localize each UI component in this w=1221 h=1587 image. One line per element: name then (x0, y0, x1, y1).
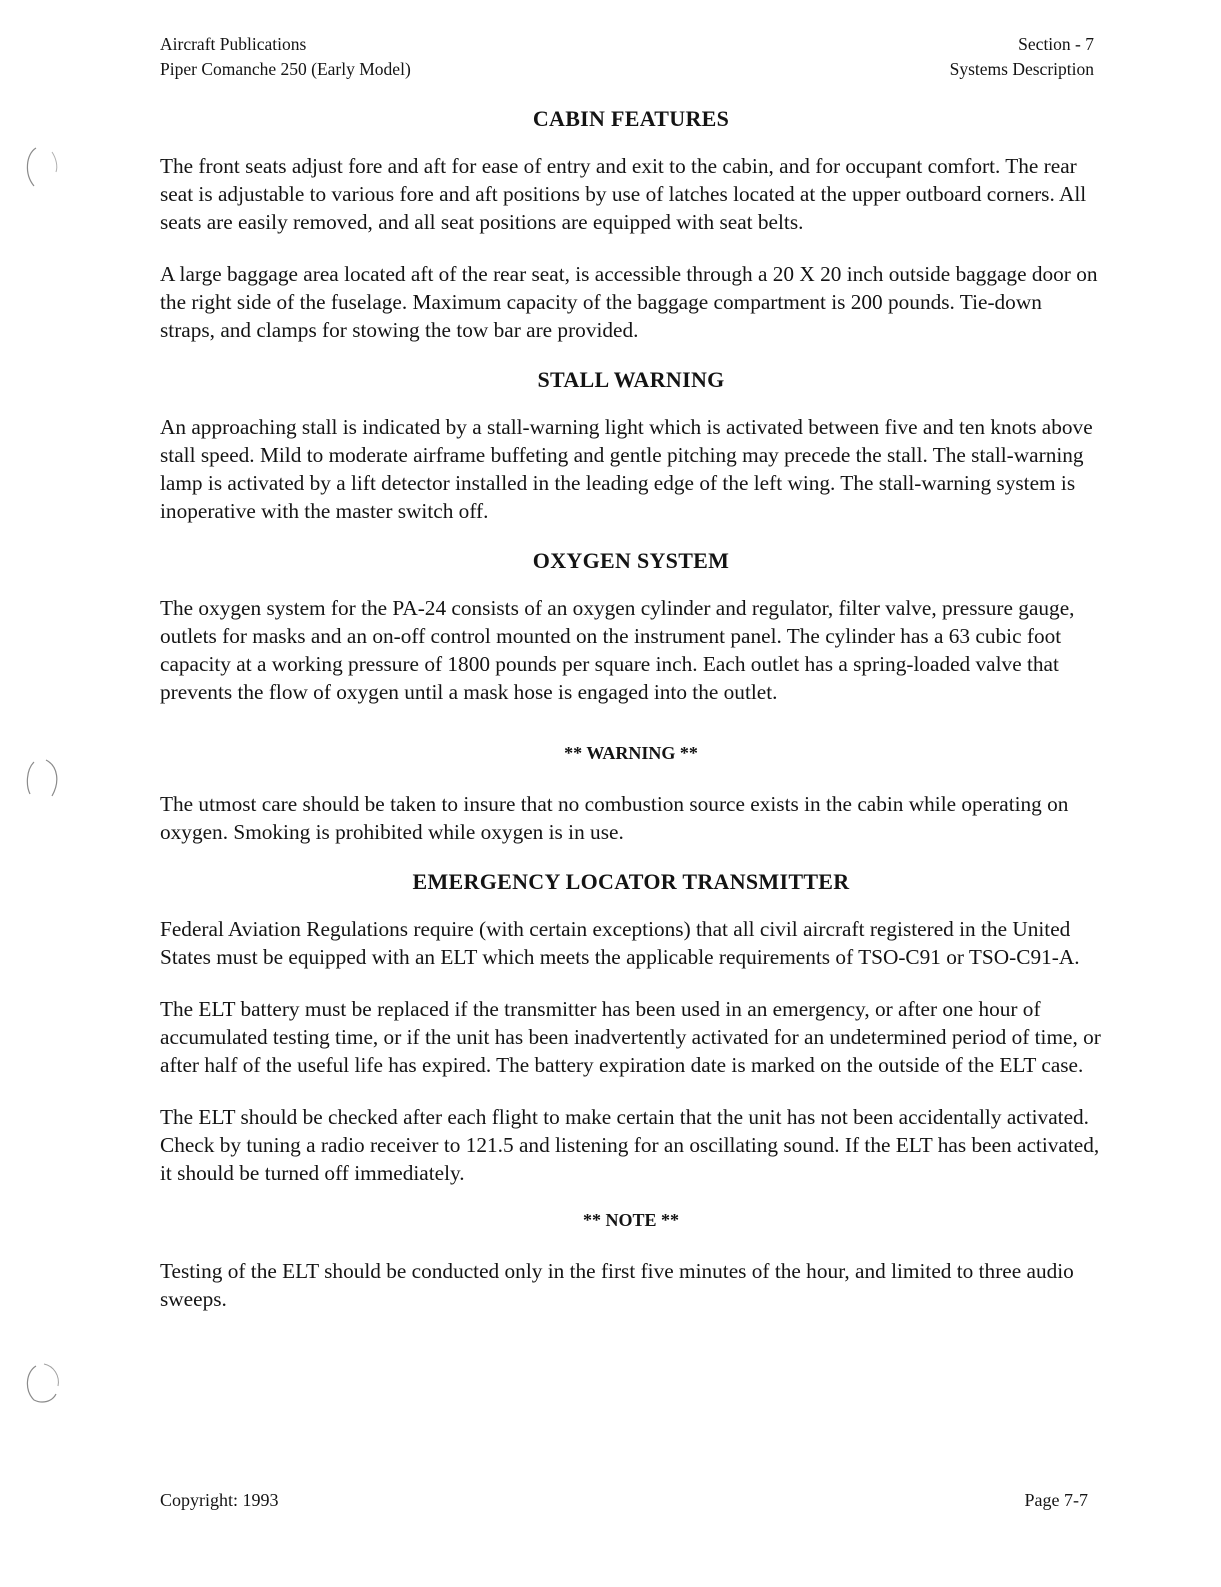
paragraph-elt-regulations: Federal Aviation Regulations require (with certain exceptions) that all civil aircraft registered in the United States must be equipped with an ELT which meets the applicable requirements of TSO-C91 or TSO-C91-A. (160, 917, 1080, 969)
heading-cabin-features: CABIN FEATURES (532, 106, 730, 131)
section-title: Systems Description (949, 59, 1094, 79)
paragraph-elt-testing: Testing of the ELT should be conducted only in the first five minutes of the hour, and limited to three audio sweeps. (160, 1259, 1074, 1311)
header-right (950, 32, 1094, 82)
footer-page-number: Page 7-7 (1024, 1490, 1088, 1510)
heading-oxygen-system: OXYGEN SYSTEM (532, 548, 730, 573)
footer-copyright: Copyright: 1993 (160, 1490, 279, 1510)
header-left (160, 32, 411, 82)
paragraph-elt-check: The ELT should be checked after each flight to make certain that the unit has not been accidentally activated. Check by tuning a radio receiver to 121.5 and listening for an oscillating sound. If the ELT has been activated, it should be turned off immediately. (160, 1105, 1100, 1185)
heading-elt: EMERGENCY LOCATOR TRANSMITTER (412, 869, 850, 894)
publisher-name: Aircraft Publications (160, 34, 307, 54)
paragraph-oxygen-system: The oxygen system for the PA-24 consists of an oxygen cylinder and regulator, filter valve, pressure gauge, outlets for masks and an on-off control mounted on the instrument panel. The cylinder has a 63 cubic foot capacity at a working pressure of 1800 pounds per square inch. Each outlet has a spring-loaded valve that prevents the flow of oxygen until a mask hose is engaged into the outlet. (160, 596, 1075, 704)
aircraft-model: Piper Comanche 250 (Early Model) (160, 59, 411, 79)
punch-hole-mark-middle (22, 752, 62, 802)
punch-hole-mark-top (22, 142, 62, 192)
punch-hole-mark-bottom (22, 1358, 62, 1408)
warning-label: ** WARNING ** (564, 743, 698, 763)
paragraph-cabin-seats: The front seats adjust fore and aft for ease of entry and exit to the cabin, and for occupant comfort. The rear seat is adjustable to various fore and aft positions by use of latches located at the upper outboard corners. All seats are easily removed, and all seat positions are equipped with seat belts. (160, 154, 1087, 234)
paragraph-stall-warning: An approaching stall is indicated by a stall-warning light which is activated between five and ten knots above stall speed. Mild to moderate airframe buffeting and gentle pitching may precede the stall. The stall-warning lamp is activated by a lift detector installed in the leading edge of the left wing. The stall-warning system is inoperative with the master switch off. (160, 415, 1093, 523)
paragraph-elt-battery: The ELT battery must be replaced if the transmitter has been used in an emergency, or after one hour of accumulated testing time, or if the unit has been inadvertently activated for an undetermined period of time, or after half of the useful life has expired. The battery expiration date is marked on the outside of the ELT case. (160, 997, 1101, 1077)
paragraph-cabin-baggage: A large baggage area located aft of the rear seat, is accessible through a 20 X 20 inch outside baggage door on the right side of the fuselage. Maximum capacity of the baggage compartment is 200 pounds. Tie-down straps, and clamps for stowing the tow bar are provided. (160, 262, 1098, 342)
note-label: ** NOTE ** (582, 1210, 679, 1230)
paragraph-oxygen-warning: The utmost care should be taken to insure that no combustion source exists in the cabin while operating on oxygen. Smoking is prohibited while oxygen is in use. (160, 792, 1069, 844)
section-number: Section - 7 (1018, 34, 1094, 54)
main-content (160, 104, 1102, 1313)
heading-stall-warning: STALL WARNING (537, 367, 725, 392)
